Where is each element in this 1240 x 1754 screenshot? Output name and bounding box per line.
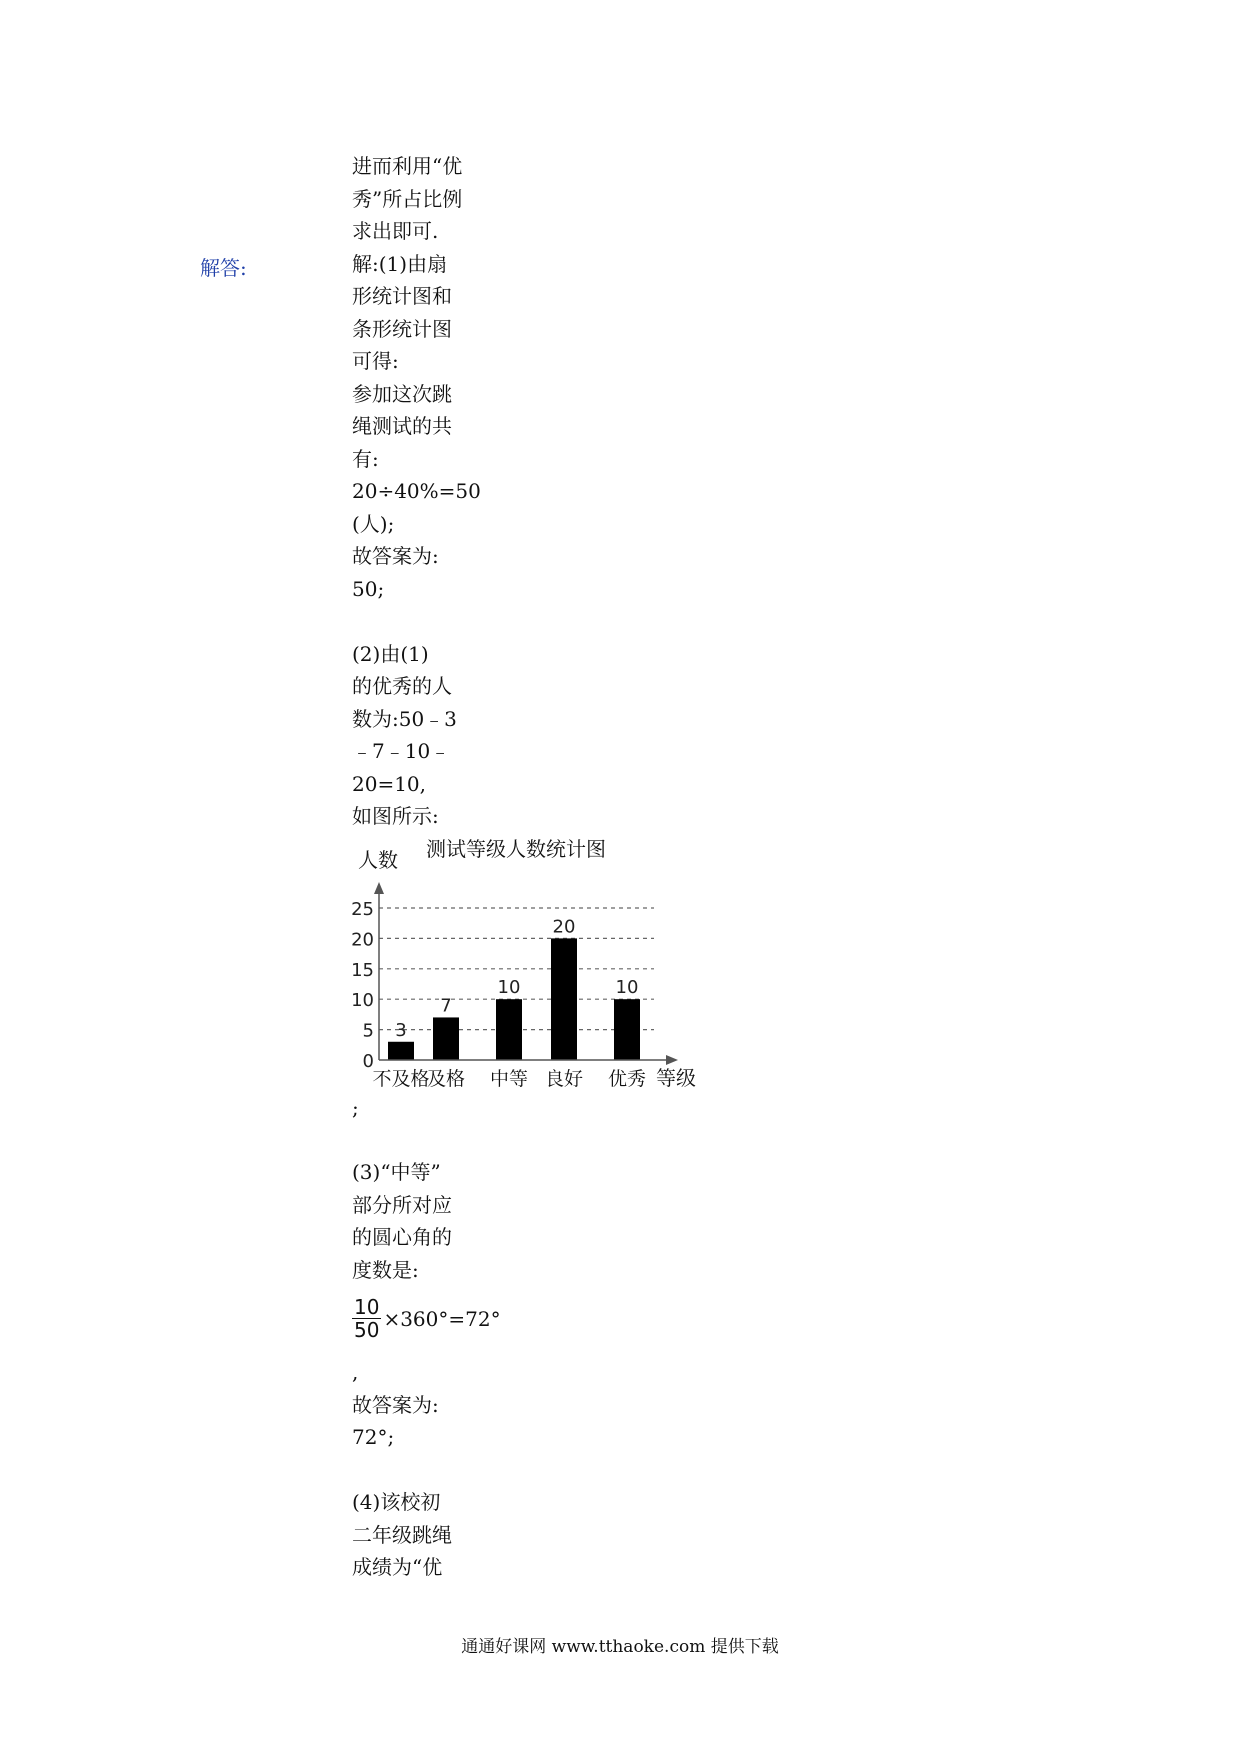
y-tick-label: 0 [362, 1051, 374, 1072]
data-label: 3 [395, 1019, 407, 1041]
text-line: (3)“中等” [352, 1160, 441, 1184]
part3-text [352, 1156, 482, 1286]
text-line: (2)由(1) [352, 641, 429, 666]
blank-line [352, 1454, 482, 1487]
answer-label: 解答: [200, 256, 247, 280]
text-line: (4)该校初 [352, 1490, 441, 1514]
category-label: 优秀 [607, 1068, 647, 1090]
text-line: 条形统计图 [352, 316, 452, 341]
category-label: 不及格 [372, 1068, 430, 1090]
fraction-expression [352, 1296, 501, 1341]
solution-text-after-fraction [352, 1356, 482, 1584]
text-line: 解:(1)由扇 [352, 251, 448, 276]
data-label: 10 [497, 977, 521, 999]
text-line: 20=10, [352, 771, 427, 796]
text-line: (人); [352, 511, 395, 536]
x-axis-arrow [666, 1055, 678, 1065]
text-line: ﹣7﹣10﹣ [352, 739, 451, 763]
y-tick-label: 20 [351, 929, 374, 951]
solution-text-before-chart [352, 150, 482, 833]
category-labels [372, 1068, 646, 1090]
text-line: 成绩为“优 [352, 1555, 443, 1579]
data-label: 10 [615, 977, 639, 999]
text-line: 求出即可. [352, 219, 439, 243]
text-line: 故答案为: [352, 544, 439, 568]
y-axis-arrow [374, 882, 384, 894]
fraction-denominator: 50 [354, 1318, 380, 1342]
y-tick-label: 5 [362, 1020, 374, 1042]
y-tick-label: 25 [351, 899, 374, 920]
text-line: 部分所对应 [352, 1192, 452, 1217]
text-line: 故答案为: [352, 1392, 439, 1417]
text-line: 的圆心角的 [352, 1225, 452, 1249]
text-line: 形统计图和 [352, 284, 452, 308]
text-line: 参加这次跳 [352, 381, 452, 406]
blank-line [352, 605, 482, 638]
text-line: 有: [352, 446, 379, 471]
after-chart-semicolon: ; [352, 1096, 359, 1120]
text-line: 的优秀的人 [352, 674, 452, 698]
category-label: 及格 [426, 1068, 466, 1090]
x-axis-label: 等级 [656, 1066, 696, 1090]
bar-chart [344, 832, 714, 1096]
fraction-rest: ×360°=72° [383, 1306, 501, 1331]
text-line: 进而利用“优 [352, 154, 463, 178]
bar [496, 999, 522, 1060]
text-line: 度数是: [352, 1257, 419, 1282]
fraction [352, 1296, 381, 1341]
text-line: 数为:50﹣3 [352, 706, 457, 731]
text-line: 如图所示: [352, 804, 439, 828]
bars [388, 938, 640, 1060]
bar-chart-svg [344, 832, 714, 1096]
text-line: 50; [352, 576, 385, 601]
fraction-numerator: 10 [354, 1295, 380, 1319]
text-line: 秀”所占比例 [352, 186, 463, 211]
data-label: 7 [440, 995, 452, 1017]
text-line: 72°; [352, 1425, 395, 1449]
bar [388, 1042, 414, 1060]
bar [614, 999, 640, 1060]
category-label: 中等 [489, 1068, 529, 1090]
text-line: 20÷40%=50 [352, 479, 481, 503]
y-axis-label: 人数 [358, 848, 398, 872]
page-footer: 通通好课网 www.tthaoke.com 提供下载 [461, 1637, 779, 1657]
text-line: , [352, 1360, 359, 1384]
text-line: 可得: [352, 349, 399, 373]
text-line: 绳测试的共 [352, 414, 452, 438]
category-label: 良好 [544, 1068, 584, 1090]
data-label: 20 [552, 916, 576, 938]
text-line: 二年级跳绳 [352, 1522, 452, 1547]
bar [433, 1017, 459, 1060]
y-tick-label: 10 [351, 990, 374, 1012]
y-ticks [351, 899, 374, 1072]
chart-title: 测试等级人数统计图 [426, 837, 606, 861]
y-tick-label: 15 [351, 959, 374, 981]
bar [551, 938, 577, 1060]
